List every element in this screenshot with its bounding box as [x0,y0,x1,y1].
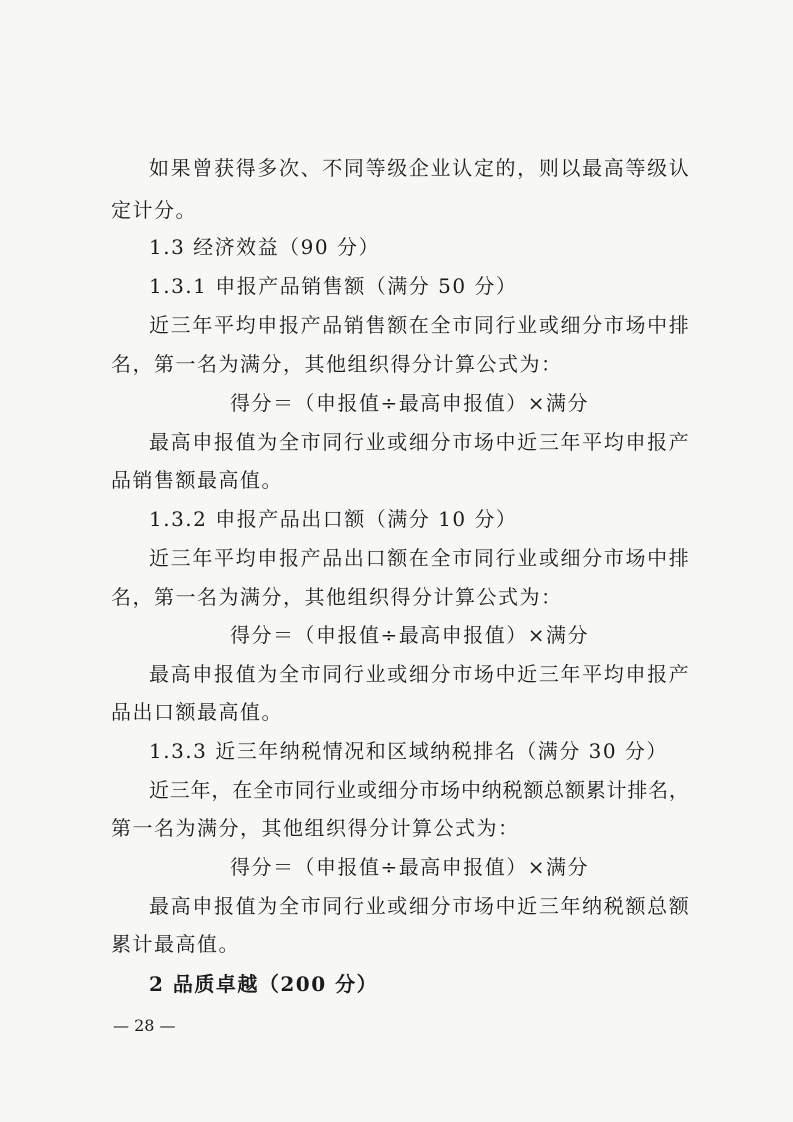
paragraph-line: 名，第一名为满分，其他组织得分计算公式为： [111,585,563,609]
page-number: — 28 — [113,1016,176,1035]
paragraph-line: 最 高 申 报 值 为 全 市 同 行 业 或 细 分 市 场 中 近 三 年 平 均 申 报 产 [149,662,689,686]
paragraph-line: 最 高 申 报 值 为 全 市 同 行 业 或 细 分 市 场 中 近 三 年 平 均 申 报 产 [149,430,689,454]
subsection-heading: 1.3.1 申报产品销售额（满分 50 分） [149,274,518,298]
formula-line: 得分＝（申报值÷最高申报值）×满分 [230,623,590,647]
paragraph-line: 近 三 年 平 均 申 报 产 品 出 口 额 在 全 市 同 行 业 或 细 分 市 场 中 排 [149,546,689,570]
paragraph-line: 定计分。 [111,198,197,222]
formula-line: 得分＝（申报值÷最高申报值）×满分 [230,391,590,415]
subsection-heading: 1.3.3 近三年纳税情况和区域纳税排名（满分 30 分） [149,739,668,763]
paragraph-line: 近 三 年 ， 在 全 市 同 行 业 或 细 分 市 场 中 纳 税 额 总 额 累 计 排 名 ， [149,778,689,802]
paragraph-line: 品出口额最高值。 [111,700,283,724]
section-heading: 1.3 经济效益（90 分） [149,235,380,259]
paragraph-line: 品销售额最高值。 [111,468,283,492]
paragraph-line: 近 三 年 平 均 申 报 产 品 销 售 额 在 全 市 同 行 业 或 细 分 市 场 中 排 [149,313,689,337]
paragraph-line: 如 果 曾 获 得 多 次 、 不 同 等 级 企 业 认 定 的 ， 则 以 最 高 等 级 认 [149,156,689,180]
subsection-heading: 1.3.2 申报产品出口额（满分 10 分） [149,507,518,531]
section-heading: 2 品质卓越（200 分） [149,972,379,996]
formula-line: 得分＝（申报值÷最高申报值）×满分 [230,855,590,879]
paragraph-line: 名，第一名为满分，其他组织得分计算公式为： [111,352,563,376]
paragraph-line: 第一名为满分，其他组织得分计算公式为： [111,816,520,840]
paragraph-line: 最 高 申 报 值 为 全 市 同 行 业 或 细 分 市 场 中 近 三 年 纳 税 额 总 额 [149,894,689,918]
paragraph-line: 累计最高值。 [111,932,240,956]
